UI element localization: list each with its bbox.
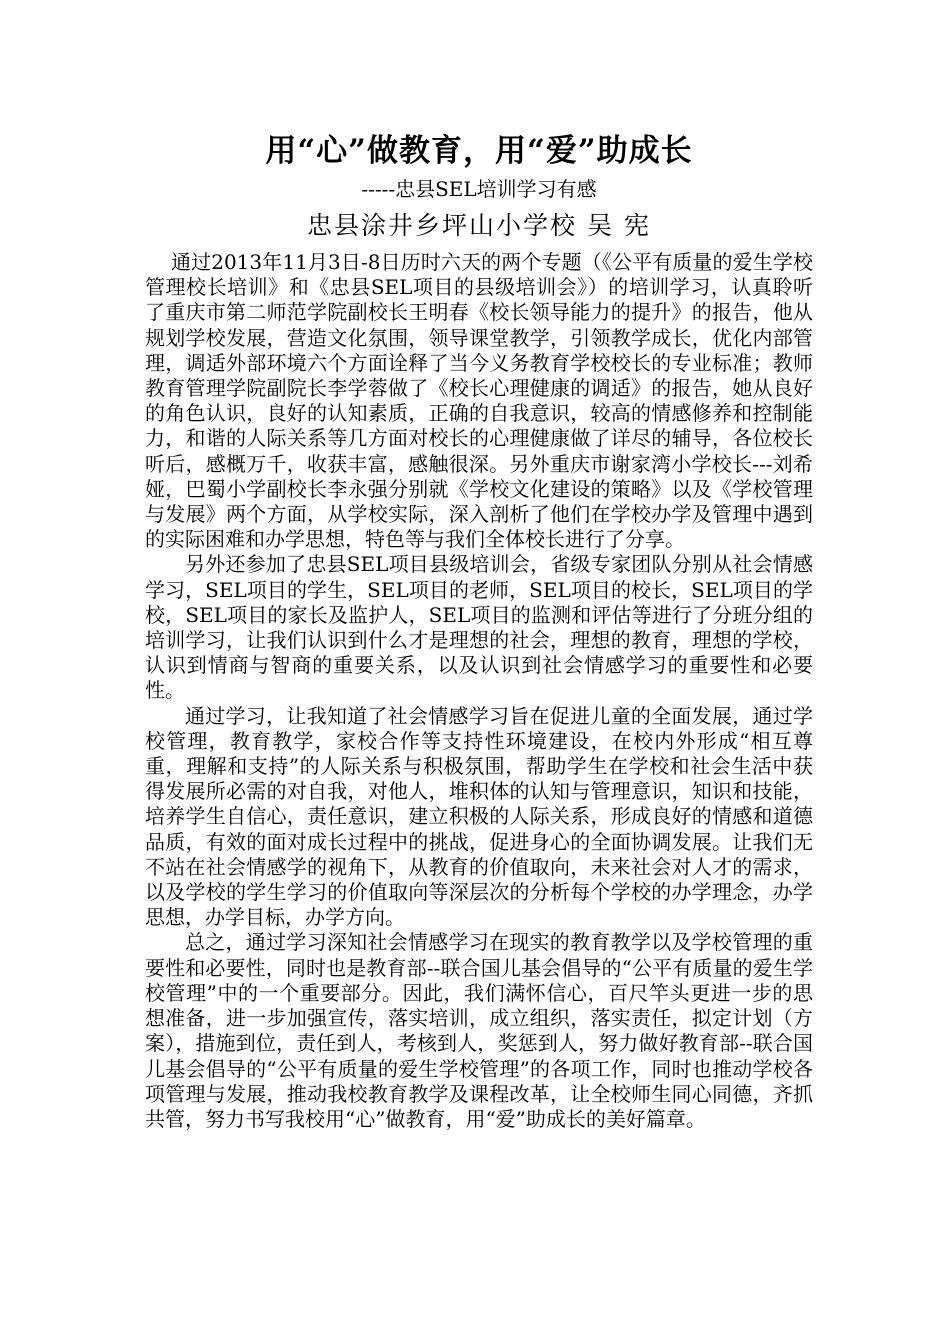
document-author: 忠县涂井乡坪山小学校 吴 宪 xyxy=(307,211,651,240)
paragraph: 通过学习，让我知道了社会情感学习旨在促进儿童的全面发展，通过学校管理，教育教学，家校合作等支持性环境建设，在校内外形成“相互尊重，理解和支持”的人际关系与积极氛围，帮助学生在学校和社会生活中获得发展所必需的对自我，对他人，堆积体的认知与管理意识，知识和技能，培养学生自信心，责任意识，建立积极的人际关系，形成良好的情感和道德品质，有效的面对成长过程中的挑战，促进身心的全面协调发展。让我们无不站在社会情感学的视角下，从教育的价值取向，未来社会对人才的需求，以及学校的学生学习的价值取向等深层次的分析每个学校的办学理念，办学思想，办学目标，办学方向。 xyxy=(145,703,813,930)
document-title: 用“心”做教育，用“爱”助成长 xyxy=(265,133,693,169)
document-body xyxy=(145,128,813,1132)
document-subtitle: -----忠县SEL培训学习有感 xyxy=(361,177,597,201)
paragraph: 通过2013年11月3日-8日历时六天的两个专题（《公平有质量的爱生学校管理校长培训》和《忠县SEL项目的县级培训会》）的培训学习，认真聆听了重庆市第二师范学院副校长王明春《校长领导能力的提升》的报告，他从规划学校发展，营造文化氛围，领导课堂教学，引领教学成长，优化内部管理，调适外部环境六个方面诠释了当今义务教育学校校长的专业标准；教师教育管理学院副院长李学蓉做了《校长心理健康的调适》的报告，她从良好的角色认识，良好的认知素质，正确的自我意识，较高的情感修养和控制能力，和谐的人际关系等几方面对校长的心理健康做了详尽的辅导，各位校长听后，感概万千，收获丰富，感触很深。另外重庆市谢家湾小学校长---刘希娅，巴蜀小学副校长李永强分别就《学校文化建设的策略》以及《学校管理与发展》两个方面，从学校实际，深入剖析了他们在学校办学及管理中遇到的实际困难和办学思想，特色等与我们全体校长进行了分享。 xyxy=(145,250,813,552)
paragraph: 总之，通过学习深知社会情感学习在现实的教育教学以及学校管理的重要性和必要性，同时也是教育部--联合国儿基会倡导的“公平有质量的爱生学校管理”中的一个重要部分。因此，我们满怀信心，百尺竿头更进一步的思想准备，进一步加强宣传，落实培训，成立组织，落实责任，拟定计划（方案），措施到位，责任到人，考核到人，奖惩到人，努力做好教育部--联合国儿基会倡导的“公平有质量的爱生学校管理”的各项工作，同时也推动学校各项管理与发展，推动我校教育教学及课程改革，让全校师生同心同德，齐抓共管，努力书写我校用“心”做教育，用“爱”助成长的美好篇章。 xyxy=(145,930,813,1131)
paragraph: 另外还参加了忠县SEL项目县级培训会，省级专家团队分别从社会情感学习，SEL项目的学生，SEL项目的老师，SEL项目的校长，SEL项目的学校，SEL项目的家长及监护人，SEL项目的监测和评估等进行了分班分组的培训学习，让我们认识到什么才是理想的社会，理想的教育，理想的学校，认识到情商与智商的重要关系，以及认识到社会情感学习的重要性和必要性。 xyxy=(145,552,813,703)
